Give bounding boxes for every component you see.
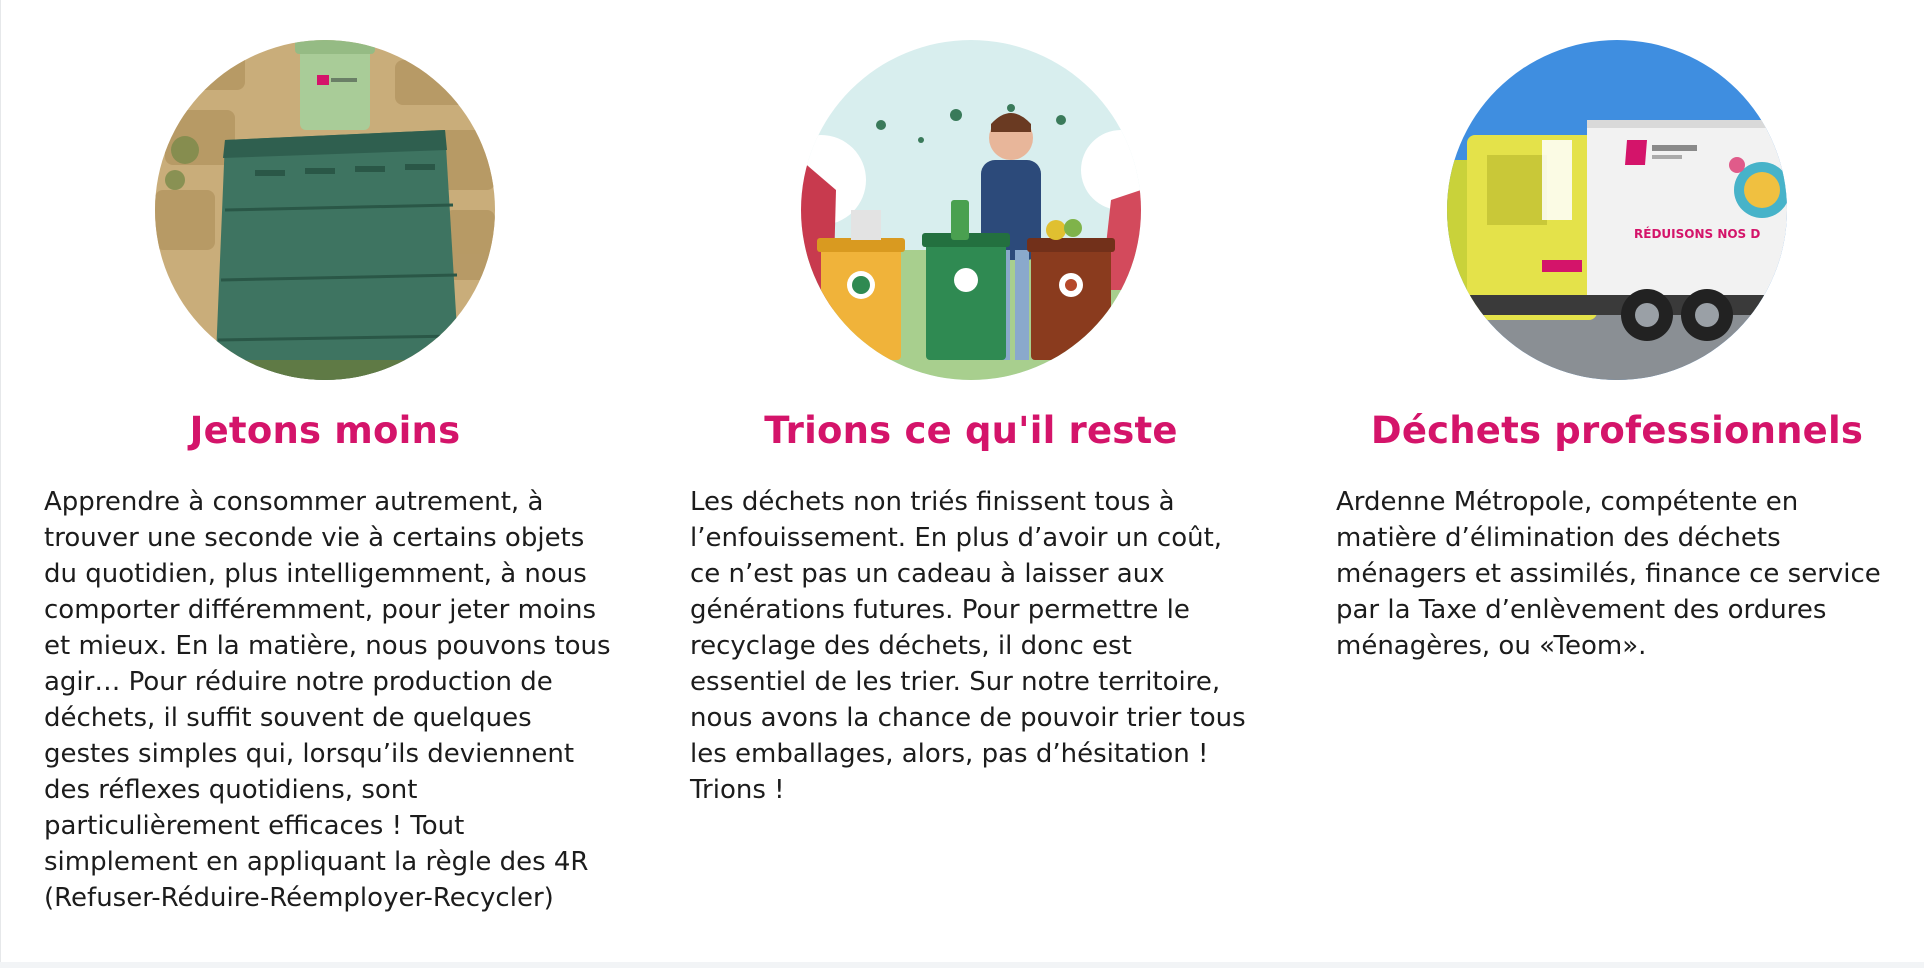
card-title: Déchets professionnels (1370, 409, 1864, 452)
card-title: Jetons moins (189, 409, 461, 452)
card-text: Apprendre à consommer autrement, à trouver une seconde vie à certains objets du quotidien, plus intelligemment, à nous comporter différemment, pour jeter moins et mieux. En la matière, nous pouvons tous agir… Pour réduire notre production de déchets, il suffit souvent de quelques gestes simples qui, lorsqu’ils deviennent des réflexes quotidiens, sont particulièrement efficaces ! Tout simplement en appliquant la règle des 4R (Refuser-Réduire-Réemployer-Recycler) (44, 487, 611, 913)
recycling-bins-image (801, 40, 1141, 380)
card-text: Les déchets non triés finissent tous à l’enfouissement. En plus d’avoir un coût, ce n’est pas un cadeau à laisser aux générations futures. Pour permettre le recyclage des déchets, il donc est essentiel de les trier. Sur notre territoire, nous avons la chance de pouvoir trier tous les emballages, alors, pas d’hésitation ! Trions ! (690, 487, 1246, 805)
truck-slogan: RÉDUISONS NOS D (1634, 227, 1761, 241)
card-title: Trions ce qu'il reste (764, 409, 1178, 452)
compost-bin-image (155, 40, 495, 380)
recycling-bins-illustration (801, 40, 1141, 380)
garbage-truck-image (1447, 40, 1787, 380)
compost-bin-photo (155, 40, 495, 380)
card-text: Ardenne Métropole, compétente en matière d’élimination des déchets ménagers et assimilés, finance ce service par la Taxe d’enlèvement des ordures ménagères, ou «Teom». (1336, 487, 1881, 661)
garbage-truck-photo (1447, 40, 1787, 380)
